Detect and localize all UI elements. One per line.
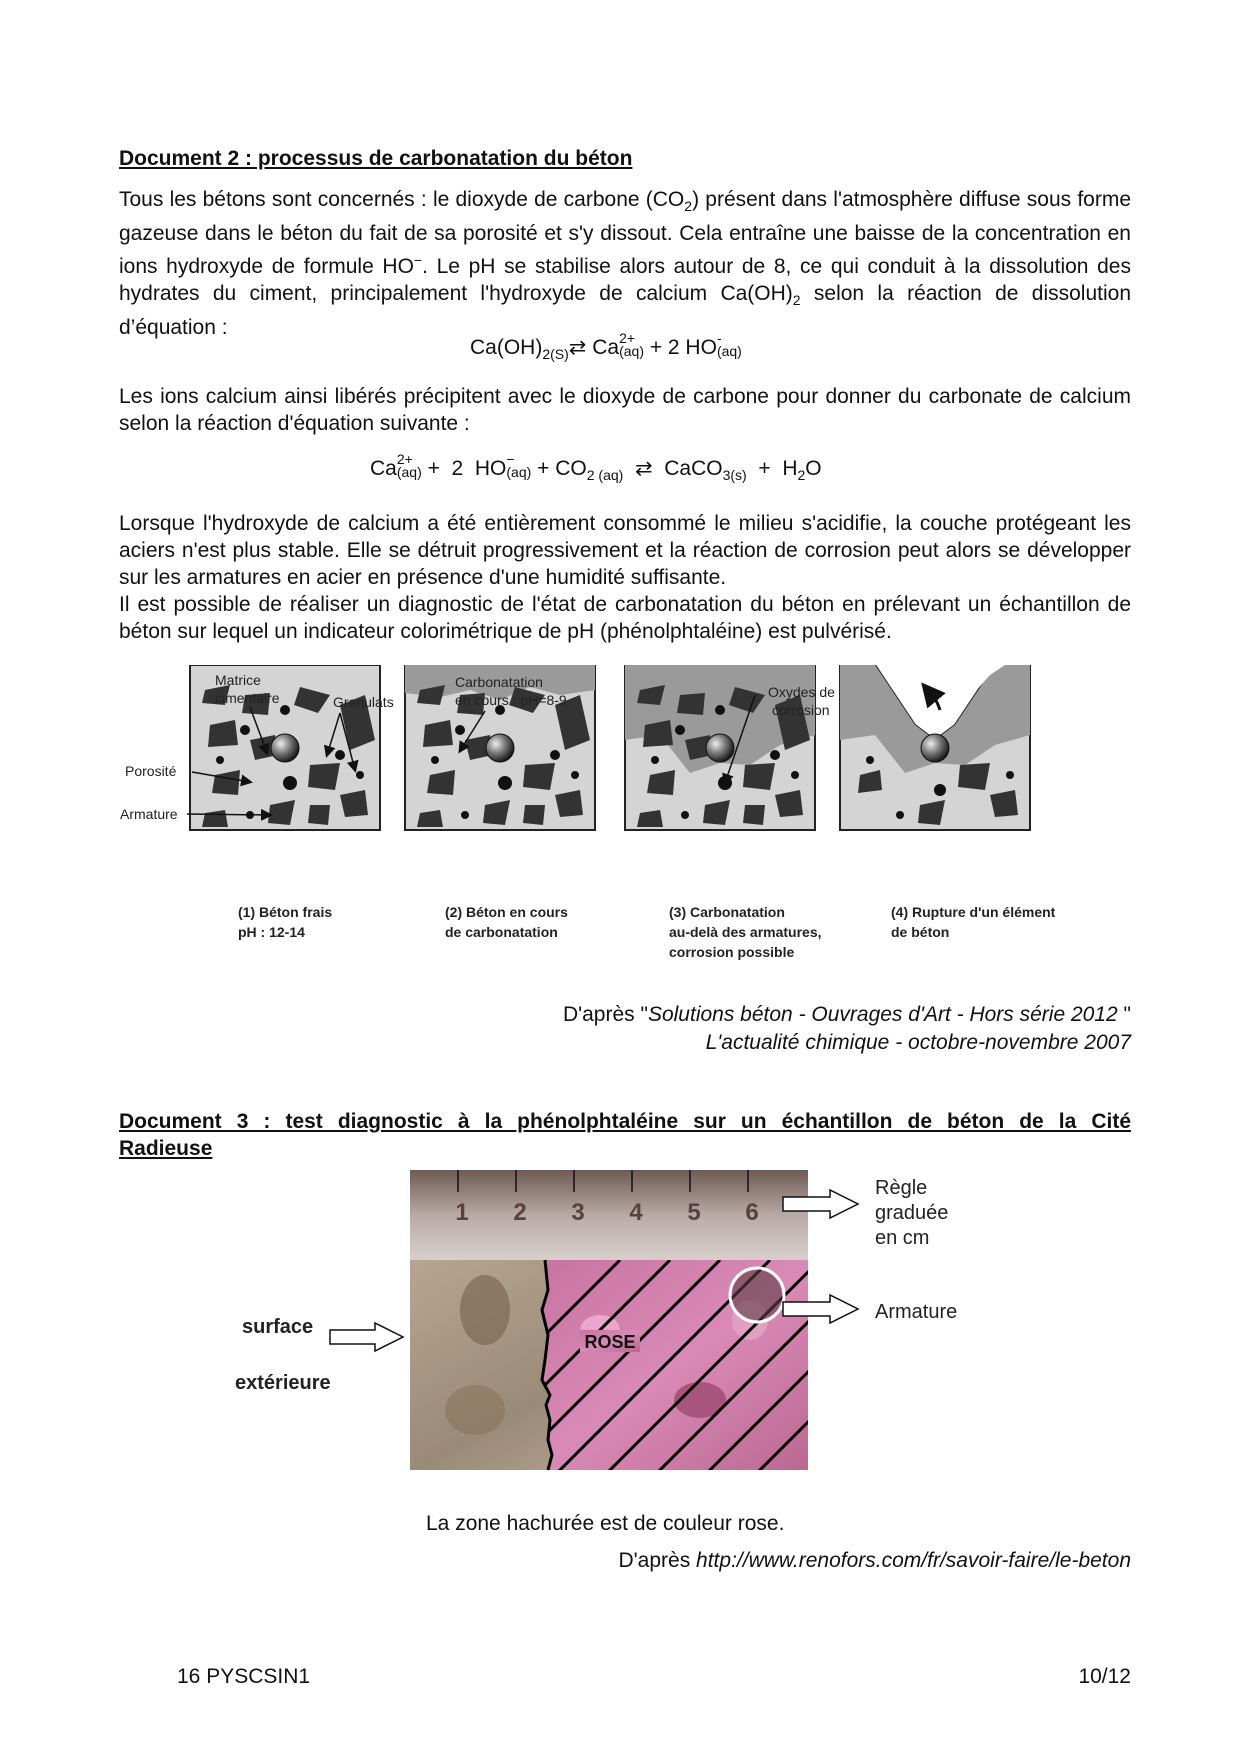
label-armature-diagram: Armature [120, 806, 178, 822]
label-surface-2: extérieure [235, 1372, 331, 1394]
doc2-paragraph-3: Lorsque l'hydroxyde de calcium a été entièrement consommé le milieu s'acidifie, la couche protégeant les aciers n'est plus stable. Elle se détruit progressivement et la réaction de corrosion peut alors se développer sur les armatures en acier en présence d'une humidité suffisante. [119, 512, 1131, 589]
label-oxydes-2: corrosion [772, 702, 830, 718]
doc3-heading-line-2: Radieuse [119, 1137, 213, 1160]
ruler-number-1: 1 [455, 1199, 469, 1226]
equation-precipitation: Ca 2+ (aq) + 2 HO − (aq) + $CO_{2 (aq)}$ ⇄ CaCO$_{3(s)}$ + $H_2O$ [370, 451, 822, 484]
label-matrice-2: cimentaire [215, 690, 280, 706]
doc2-paragraph-2: Les ions calcium ainsi libérés précipitent avec le dioxyde de carbone pour donner du carbonate de calcium selon la réaction d'équation suivante : [119, 385, 1131, 435]
caption-2-line-2: de carbonatation [445, 924, 558, 940]
label-regle-1: Règle [875, 1177, 928, 1199]
doc2-credit-line-1: D'après "Solutions béton - Ouvrages d'Art - Hors série 2012 " [562, 1003, 1131, 1026]
ruler-number-2: 2 [513, 1199, 527, 1226]
panel-concrete-rupture [840, 665, 1030, 830]
doc2-paragraph-4: Il est possible de réaliser un diagnostic de l'état de carbonatation du béton en prélevant un échantillon de béton sur lequel un indicateur colorimétrique de pH (phénolphtaléine) est pulvérisé. [119, 593, 1131, 643]
caption-1-line-2: pH : 12-14 [238, 924, 305, 940]
doc3-caption: La zone hachurée est de couleur rose. [426, 1512, 785, 1535]
doc2-credit-line-2: L'actualité chimique - octobre-novembre 2007 [705, 1031, 1131, 1054]
ruler-number-5: 5 [687, 1199, 701, 1226]
footer-page-number: 10/12 [1078, 1665, 1131, 1688]
ruler-number-3: 3 [571, 1199, 585, 1226]
equation-dissolution: $Ca(OH)_{2(S)}⇄$ Ca 2+ (aq) + 2 HO - (aq) [470, 330, 742, 363]
label-matrice-1: Matrice [215, 672, 261, 688]
label-granulats: Granulats [333, 694, 394, 710]
ruler-number-6: 6 [745, 1199, 759, 1226]
doc2-paragraph-1: Tous les bétons sont concernés : le dioxyde de carbone $(CO_2)$ présent dans l'atmosphère diffuse sous forme gazeuse dans le béton du fait de sa porosité et s'y dissout. Cela entraîne une baisse de la concentration en ions hydroxyde de formule HO−. Le pH se stabilise alors autour de 8, ce qui conduit à la dissolution des hydrates du ciment, principalement l'hydroxyde de calcium $Ca(OH)_2$ selon la réaction de dissolution d’équation : [119, 188, 1132, 340]
label-carbonatation-2: en cours : pH=8-9 [455, 692, 567, 708]
caption-4-line-2: de béton [891, 924, 950, 940]
footer-code: 16 PYSCSIN1 [177, 1665, 311, 1688]
ruler-number-4: 4 [629, 1199, 643, 1226]
caption-1-line-1: (1) Béton frais [238, 904, 333, 920]
label-rose: ROSE [584, 1332, 636, 1352]
caption-4-line-1: (4) Rupture d'un élément [891, 904, 1056, 920]
label-surface-1: surface [242, 1316, 314, 1338]
doc2-heading: Document 2 : processus de carbonatation du béton [119, 147, 633, 170]
label-carbonatation-1: Carbonatation [455, 674, 543, 690]
label-oxydes-1: Oxydes de [768, 684, 835, 700]
phenolphthalein-test-photo [230, 1170, 1020, 1475]
doc3-credit-url: http://www.renofors.com/fr/savoir-faire/le-beton [696, 1549, 1131, 1572]
caption-3-line-1: (3) Carbonatation [669, 904, 785, 920]
caption-3-line-3: corrosion possible [669, 944, 795, 960]
label-armature-photo: Armature [875, 1301, 958, 1323]
caption-3-line-2: au-delà des armatures, [669, 924, 822, 940]
carbonation-diagram [115, 665, 1125, 975]
label-regle-2: graduée [875, 1202, 949, 1224]
label-porosite: Porosité [125, 763, 177, 779]
caption-2-line-1: (2) Béton en cours [445, 904, 568, 920]
doc3-credit: D'après http://www.renofors.com/fr/savoir-faire/le-beton [618, 1549, 1131, 1572]
label-regle-3: en cm [875, 1227, 930, 1249]
doc3-heading-line-1: Document 3 : test diagnostic à la phénolphtaléine sur un échantillon de béton de la Cité [119, 1110, 1131, 1133]
